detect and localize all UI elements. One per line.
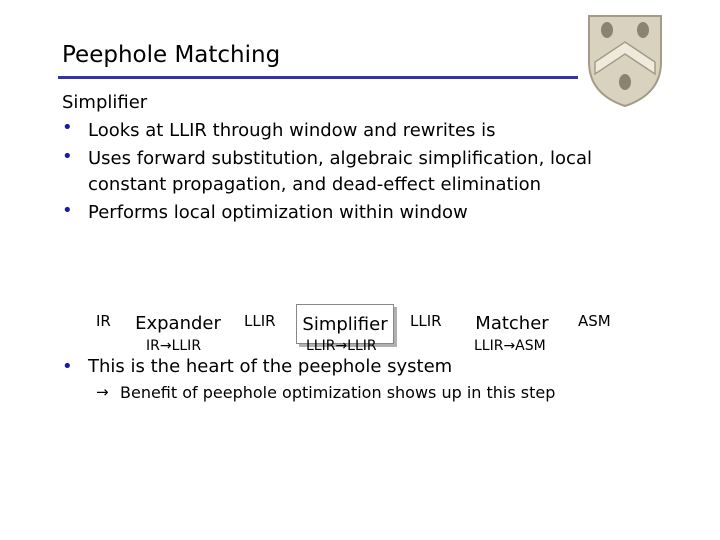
- section-heading: Simplifier: [62, 92, 148, 113]
- pipeline-stage-expander: Expander: [135, 312, 221, 334]
- pipeline-between-label-1: LLIR: [244, 312, 276, 330]
- bullet-text-1: Looks at LLIR through window and rewrites is: [88, 120, 496, 141]
- pipeline-between-label-2: LLIR: [410, 312, 442, 330]
- sub-bullet-text: Benefit of peephole optimization shows up in this step: [120, 383, 556, 402]
- pipeline-output-label: ASM: [578, 312, 611, 330]
- bullet-text-3: Performs local optimization within window: [88, 202, 468, 223]
- pipeline-stage-matcher: Matcher: [475, 312, 549, 334]
- bullet-text-2: Uses forward substitution, algebraic simplification, local constant propagation, and dead-effect elimination: [88, 148, 592, 195]
- bullet-dot-3: •: [62, 200, 73, 221]
- sub-bullet-arrow: →: [96, 383, 109, 401]
- pipeline-stage-simplifier: Simplifier: [296, 304, 394, 344]
- pipeline-stage-expander-transform: IR→LLIR: [146, 338, 202, 354]
- bullet-dot-2: •: [62, 146, 73, 167]
- title-rule: [58, 76, 578, 79]
- university-shield-icon: [585, 12, 665, 108]
- bullet-dot-4: •: [62, 356, 73, 377]
- bullet-dot-1: •: [62, 117, 73, 138]
- page-title: Peephole Matching: [62, 42, 281, 68]
- pipeline-stage-matcher-transform: LLIR→ASM: [474, 338, 546, 354]
- pipeline-stage-simplifier-transform: LLIR→LLIR: [306, 338, 377, 354]
- pipeline-input-label: IR: [96, 312, 111, 330]
- bullet-text-4: This is the heart of the peephole system: [88, 356, 453, 377]
